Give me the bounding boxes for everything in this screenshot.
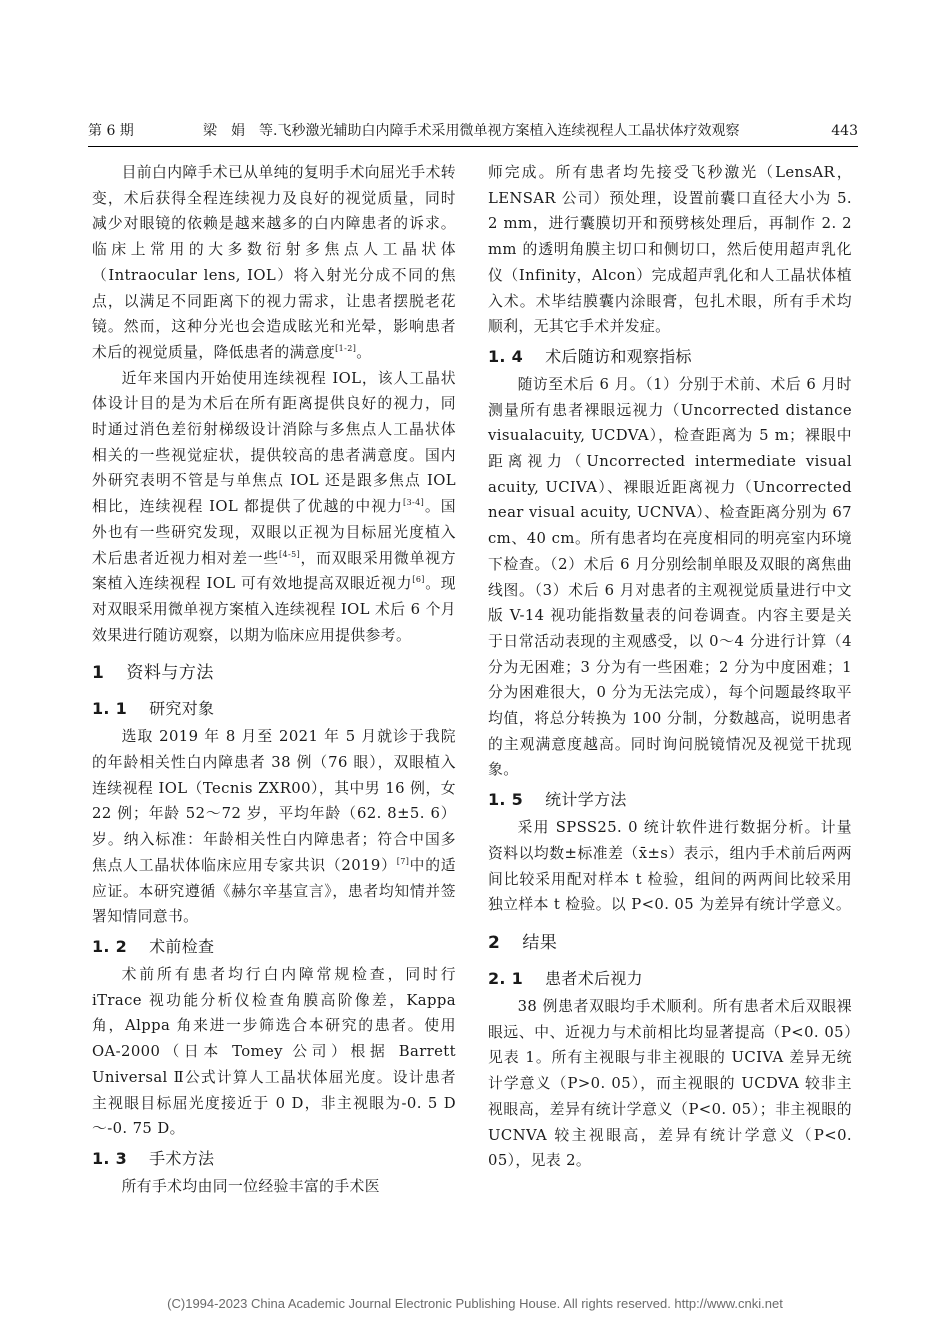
surgery-method-paragraph-continued: 师完成。所有患者均先接受飞秒激光（LensAR，LENSAR 公司）预处理，设置前囊口直径大小为 5. 2 mm，进行囊膜切开和预劈核处理后，再制作 2. 2 mm 的透明角膜主切口和侧切口，然后使用超声乳化仪（Infinity，Alcon）完成超声乳化和人工晶状体植入术。术毕结膜囊内涂眼膏，包扎术眼，所有手术均顺利，无其它手术并发症。 xyxy=(488,164,852,336)
citation[interactable]: [1-2] xyxy=(335,344,357,353)
running-header xyxy=(88,120,858,142)
intro-paragraph-1: 目前白内障手术已从单纯的复明手术向屈光手术转变，术后获得全程连续视力及良好的视觉质量，同时减少对眼镜的依赖是越来越多的白内障患者的诉求。临床上常用的大多数衍射多焦点人工晶状体（Intraocular lens, IOL）将入射光分成不同的焦点，以满足不同距离下的视力需求，让患者摆脱老花镜。然而，这种分光也会造成眩光和光晕，影响患者术后的视觉质量，降低患者的满意度[1-2]。 xyxy=(92,164,456,361)
followup-paragraph: 随访至术后 6 月。（1）分别于术前、术后 6 月时测量所有患者裸眼远视力（Uncorrected distance visualacuity, UCDVA），检查距离为 5 m；裸眼中距离视力（Uncorrected intermediate visual acuity, UCIVA）、裸眼近距离视力（Uncorrected near visual acuity, UCNVA）、检查距离分别为 67 cm、40 cm。所有患者均在亮度相同的明亮室内环境下检查。（2）术后 6 月分别绘制单眼及双眼的离焦曲线图。（3）术后 6 月对患者的主观视觉质量进行中文版 V-14 视功能指数量表的问卷调查。内容主要是关于日常活动表现的主观感受，以 0～4 分进行计算（4 分为无困难；3 分为有一些困难；2 分为中度困难；1 分为困难很大，0 分为无法完成），每个问题最终取平均值，将总分转换为 100 分制，分数越高，说明患者的主观满意度越高。同时询问脱镜情况及视觉干扰现象。 xyxy=(488,375,852,779)
study-subjects-paragraph: 选取 2019 年 8 月至 2021 年 5 月就诊于我院的年龄相关性白内障患者 38 例（76 眼），双眼植入连续视程 IOL（Tecnis ZXR00），其中男 16 例，女 22 例；年龄 52～72 岁，平均年龄（62. 8±5. 6）岁。纳入标准：年龄相关性白内障患者；符合中国多焦点人工晶状体临床应用专家共识（2019）[7]中的适应证。本研究遵循《赫尔辛基宣言》，患者均知情并签署知情同意书。 xyxy=(92,728,457,926)
surgery-method-paragraph-start: 所有手术均由同一位经验丰富的手术医 xyxy=(121,1177,380,1195)
results-vision-paragraph: 38 例患者双眼均手术顺利。所有患者术后双眼裸眼远、中、近视力与术前相比均显著提高（P<0. 05）见表 1。所有主视眼与非主视眼的 UCIVA 差异无统计学意义（P>0. 05），而主视眼的 UCDVA 较非主视眼高，差异有统计学意义（P<0. 05）；非主视眼的 UCNVA 较主视眼高，差异有统计学意义（P<0. 05），见表 2。 xyxy=(488,997,852,1170)
header-rule xyxy=(88,146,858,147)
section-heading-1-1: 1. 1 研究对象 xyxy=(92,699,215,719)
citation[interactable]: [3-4] xyxy=(403,498,425,508)
section-heading-1: 1 资料与方法 xyxy=(92,663,214,684)
preop-exam-paragraph: 术前所有患者均行白内障常规检查，同时行 iTrace 视功能分析仪检查角膜高阶像差，Kappa 角，Alppa 角来进一步筛选合本研究的患者。使用 OA-2000（日本 Tomey 公司）根据 Barrett Universal Ⅱ公式计算人工晶状体屈光度。设计患者主视眼目标屈光度接近于 0 D，非主视眼为-0. 5 D～-0. 75 D。 xyxy=(92,965,456,1138)
intro-paragraph-2: 近年来国内开始使用连续视程 IOL，该人工晶状体设计目的是为术后在所有距离提供良好的视力，同时通过消色差衍射梯级设计消除与多焦点人工晶状体相关的一些视觉症状，提供较高的患者满意度。国内外研究表明不管是与单焦点 IOL 还是跟多焦点 IOL 相比，连续视程 IOL 都提供了优越的中视力[3-4]。国外也有一些研究发现，双眼以正视为目标屈光度植入术后患者近视力相对差一些[4-5]，而双眼采用微单视方案植入连续视程 IOL 可有效地提高双眼近视力[6]。现对双眼采用微单视方案植入连续视程 IOL 术后 6 个月效果进行随访观察，以期为临床应用提供参考。 xyxy=(92,369,456,644)
issue-number: 第 6 期 xyxy=(88,123,134,139)
section-heading-1-3: 1. 3 手术方法 xyxy=(92,1148,215,1168)
section-heading-1-2: 1. 2 术前检查 xyxy=(92,936,215,956)
copyright-footer: (C)1994-2023 China Academic Journal Electronic Publishing House. All rights reserved. http://www.cnki.net xyxy=(167,1296,783,1311)
citation[interactable]: [7] xyxy=(396,856,410,866)
section-heading-1-5: 1. 5 统计学方法 xyxy=(488,790,627,810)
page-number: 443 xyxy=(831,123,858,139)
right-column xyxy=(488,160,852,1174)
section-heading-1-4: 1. 4 术后随访和观察指标 xyxy=(488,346,692,366)
running-head-title: 梁 娟 等.飞秒激光辅助白内障手术采用微单视方案植入连续视程人工晶状体疗效观察 xyxy=(203,123,740,139)
section-heading-2: 2 结果 xyxy=(488,932,558,953)
section-heading-2-1: 2. 1 患者术后视力 xyxy=(488,968,643,988)
statistics-paragraph: 采用 SPSS25. 0 统计软件进行数据分析。计量资料以均数±标准差（x̄±s）表示，组内手术前后两两间比较采用配对样本 t 检验，组间的两两间比较采用独立样本 t 检验。以 P<0. 05 为差异有统计学意义。 xyxy=(488,819,852,914)
citation[interactable]: [6] xyxy=(412,575,425,585)
left-column xyxy=(92,160,456,1200)
citation[interactable]: [4-5] xyxy=(279,549,301,559)
